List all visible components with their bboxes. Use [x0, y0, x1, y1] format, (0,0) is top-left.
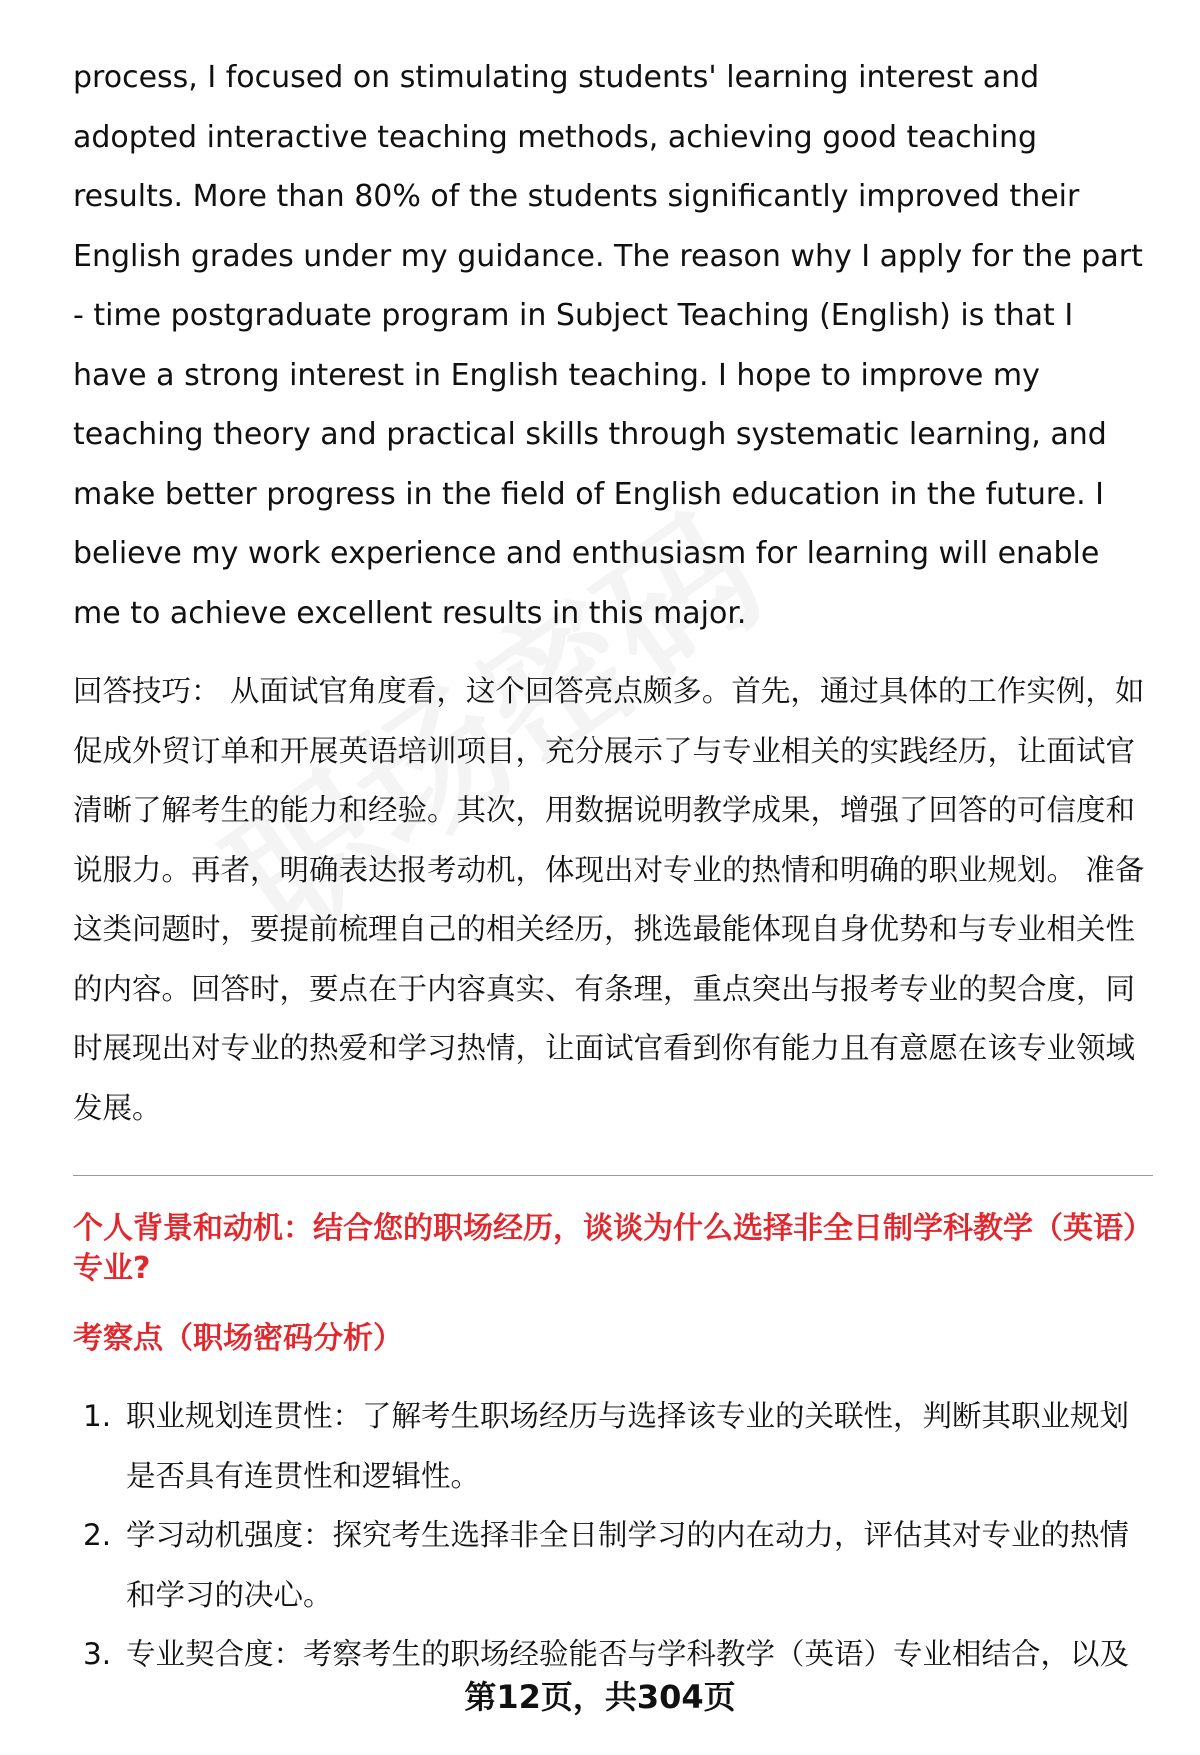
list-item-number: 1. — [83, 1399, 112, 1433]
question-heading: 个人背景和动机：结合您的职场经历，谈谈为什么选择非全日制学科教学（英语）专业? — [73, 1211, 1153, 1286]
document-page — [73, 48, 1153, 1685]
list-item-number: 2. — [83, 1518, 112, 1552]
list-item-text: 学习动机强度：探究考生选择非全日制学习的内在动力，评估其对专业的热情和学习的决心。 — [126, 1518, 1130, 1612]
page-footer: 第12页，共304页 — [464, 1678, 736, 1716]
list-item-text: 职业规划连贯性：了解考生职场经历与选择该专业的关联性，判断其职业规划是否具有连贯性和逻辑性。 — [126, 1399, 1130, 1493]
list-item-text: 专业契合度：考察考生的职场经验能否与学科教学（英语）专业相结合，以及 — [126, 1637, 1130, 1671]
section-divider — [73, 1175, 1153, 1176]
analysis-list — [73, 1387, 1153, 1685]
list-item-number: 3. — [83, 1637, 112, 1671]
tips-paragraph: 回答技巧： 从面试官角度看，这个回答亮点颇多。首先，通过具体的工作实例，如促成外贸订单和开展英语培训项目，充分展示了与专业相关的实践经历，让面试官清晰了解考生的能力和经验。其次，用数据说明教学成果，增强了回答的可信度和说服力。再者，明确表达报考动机，体现出对专业的热情和明确的职业规划。 准备这类问题时，要提前梳理自己的相关经历，挑选最能体现自身优势和与专业相关性的内容。回答时，要点在于内容真实、有条理，重点突出与报考专业的契合度，同时展现出对专业的热爱和学习热情，让面试官看到你有能力且有意愿在该专业领域发展。 — [73, 674, 1145, 1125]
list-item — [73, 1506, 1153, 1625]
answer-paragraph: process, I focused on stimulating students' learning interest and adopted interactive teaching methods, achieving good teaching results. More than 80% of the students significantly improved their English grades under my guidance. The reason why I apply for the part - time postgraduate program in Subject Teaching (English) is that I have a strong interest in English teaching. I hope to improve my teaching theory and practical skills through systematic learning, and make better progress in the field of English education in the future. I believe my work experience and enthusiasm for learning will enable me to achieve excellent results in this major. — [73, 60, 1143, 631]
list-item — [73, 1387, 1153, 1506]
analysis-subheading: 考察点（职场密码分析） — [73, 1321, 403, 1356]
